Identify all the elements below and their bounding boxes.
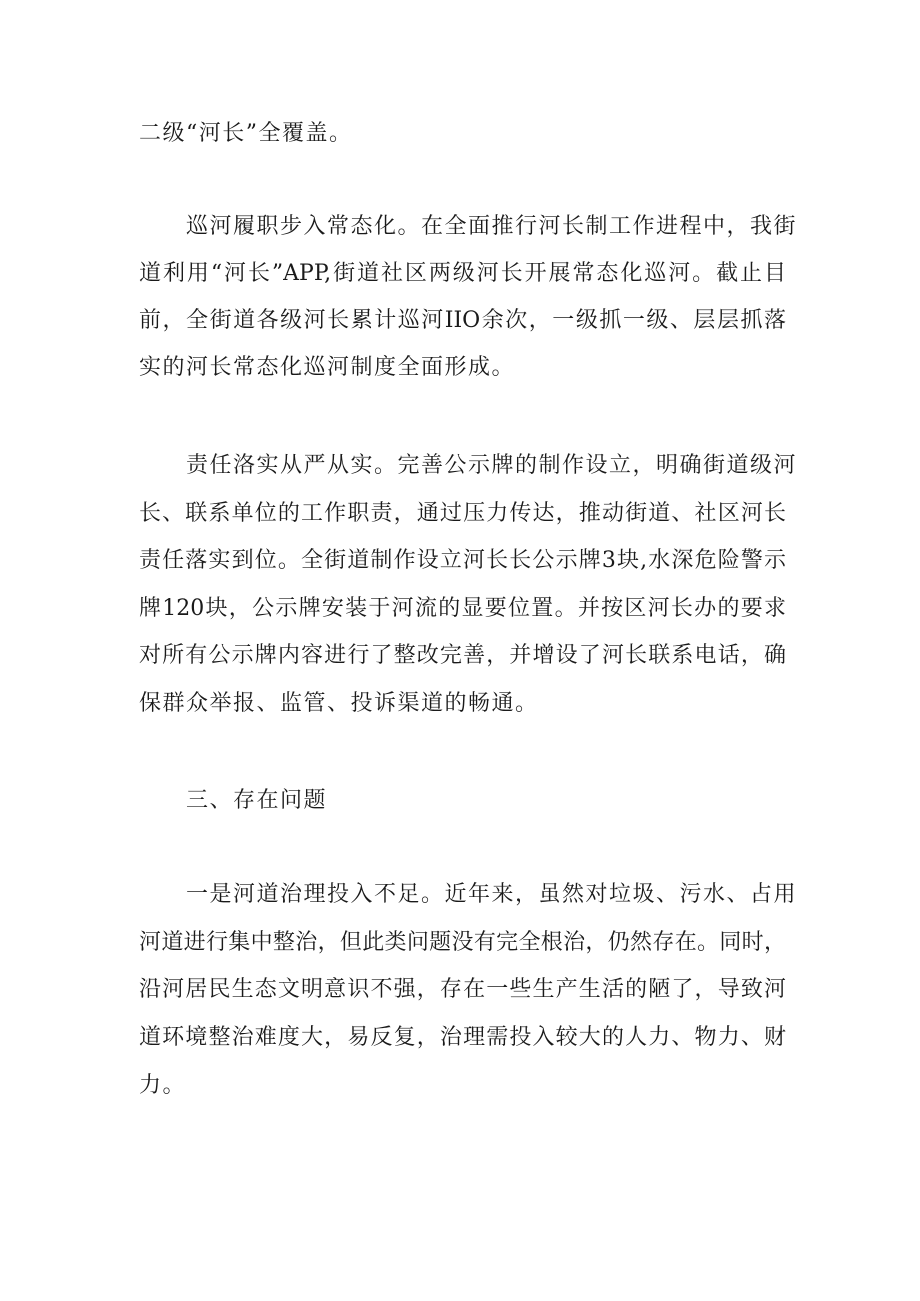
paragraph-2-line-2: 道利用“河长”APP,街道社区两级河长开展常态化巡河。截止目 (139, 261, 786, 286)
paragraph-4-line-1: 一是河道治理投入不足。近年来，虽然对垃圾、污水、占用 (186, 882, 798, 907)
paragraph-2-line-4: 实的河长常态化巡河制度全面形成。 (139, 355, 516, 380)
paragraph-4-line-3: 沿河居民生态文明意识不强，存在一些生产生活的陋了，导致河 (139, 977, 786, 1002)
paragraph-2-line-1: 巡河履职步入常态化。在全面推行河长制工作进程中，我街 (186, 214, 798, 239)
paragraph-4-line-2: 河道进行集中整治，但此类问题没有完全根治，仍然存在。同时， (139, 930, 786, 955)
paragraph-3-line-6: 保群众举报、监管、投诉渠道的畅通。 (139, 691, 539, 716)
paragraph-3-line-1: 责任洛实从严从实。完善公示牌的制作设立，明确街道级河 (186, 453, 798, 478)
section-heading: 三、存在问题 (186, 788, 328, 813)
paragraph-2-line-3: 前，全街道各级河长累计巡河IIO余次，一级抓一级、层层抓落 (139, 308, 786, 333)
paragraph-3-line-3: 责任落实到位。全街道制作设立河长长公示牌3块,水深危险警示 (139, 548, 786, 573)
paragraph-4-line-4: 道环境整治难度大，易反复，治理需投入较大的人力、物力、财 (139, 1025, 786, 1050)
paragraph-4-line-5: 力。 (139, 1073, 187, 1098)
paragraph-1-line-1: 二级“河长”全覆盖。 (139, 121, 353, 146)
paragraph-3-line-5: 对所有公示牌内容进行了整改完善，并增设了河长联系电话，确 (139, 643, 786, 668)
paragraph-3-line-2: 长、联系单位的工作职责，通过压力传达，推动街道、社区河长 (139, 501, 786, 526)
paragraph-3-line-4: 牌120块，公示牌安装于河流的显要位置。并按区河长办的要求 (139, 596, 786, 621)
